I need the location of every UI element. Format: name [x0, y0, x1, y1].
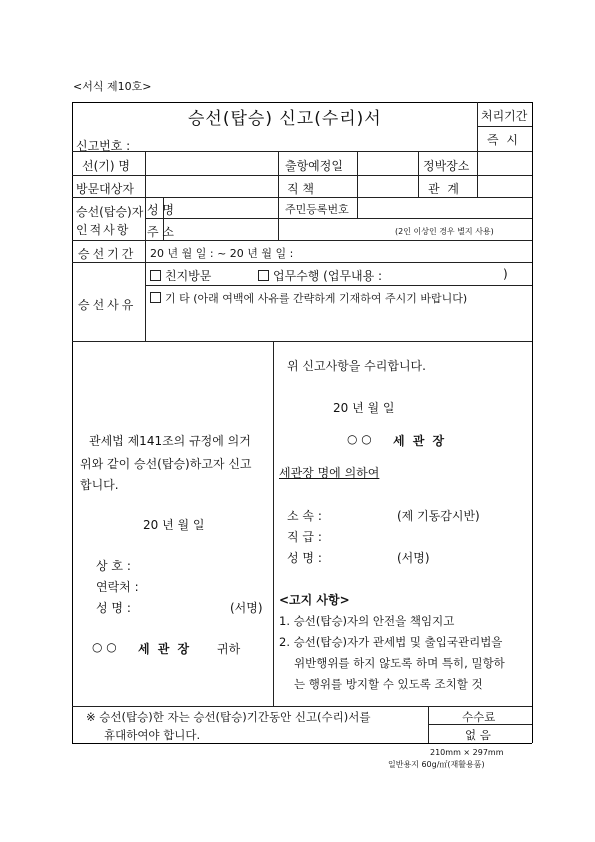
- carry-notice-line-1: ※ 승선(탑승)한 자는 승선(탑승)기간동안 신고(수리)서를: [86, 710, 371, 724]
- boarder-info-label-2: 인적사항: [76, 223, 131, 237]
- work-checkbox[interactable]: [258, 270, 269, 281]
- boarding-reason-label: 승선사유: [78, 298, 137, 312]
- affiliation-label: 소 속 :: [287, 509, 322, 523]
- report-number-label: 신고번호 :: [76, 139, 131, 153]
- officer-signature: (서명): [397, 551, 430, 565]
- officer-name-label: 성 명 :: [287, 551, 322, 565]
- contact-label: 연락처 :: [96, 580, 139, 594]
- declaration-text-1: 관세법 제141조의 규정에 의거: [89, 434, 251, 448]
- notice-item-2-line-2: 위반행위를 하지 않도록 하며 특히, 밀항하: [294, 656, 505, 670]
- reason-other-option[interactable]: [150, 290, 467, 306]
- form-number: <서식 제10호>: [73, 80, 152, 93]
- fee-label: 수수료: [462, 710, 496, 724]
- notice-item-2-line-1: 2. 승선(탑승)자가 관세법 및 출입국관리법을: [279, 635, 503, 649]
- departure-date-label: 출항예정일: [285, 159, 343, 173]
- fee-value: 없 음: [465, 728, 491, 742]
- applicant-signature: (서명): [230, 601, 263, 615]
- resident-number-label: 주민등록번호: [285, 203, 349, 216]
- acceptance-text: 위 신고사항을 수리합니다.: [287, 359, 426, 373]
- recipient-suffix: 귀하: [217, 642, 241, 656]
- acceptance-date: 20 년 월 일: [333, 401, 395, 415]
- relation-label: 관 계: [428, 182, 461, 196]
- friend-checkbox[interactable]: [150, 270, 161, 281]
- multi-person-note: (2인 이상인 경우 별지 사용): [395, 227, 494, 236]
- position-label: 직 책: [287, 182, 314, 196]
- notice-title: <고지 사항>: [279, 593, 350, 607]
- form-title: 승선(탑승) 신고(수리)서: [188, 109, 382, 129]
- notice-item-1: 1. 승선(탑승)자의 안전을 책임지고: [279, 614, 455, 628]
- declaration-date: 20 년 월 일: [143, 518, 205, 532]
- applicant-name-label: 성 명 :: [96, 601, 131, 615]
- address-label: 주 소: [147, 225, 174, 239]
- issuer-circles: ○ ○: [347, 432, 372, 446]
- affiliation-value: (제 기동감시반): [397, 509, 480, 523]
- reason-work-text: 업무수행 (업무내용 :: [273, 269, 383, 283]
- paper-size: 210mm × 297mm: [430, 748, 504, 757]
- processing-period-label: 처리기간: [481, 109, 528, 123]
- boarding-period-label: 승선기간: [78, 247, 137, 261]
- processing-period-value: 즉 시: [487, 133, 520, 147]
- issuer-customs-chief: 세 관 장: [393, 434, 447, 448]
- ship-name-label: 선(기) 명: [82, 159, 130, 173]
- recipient-customs-chief: 세 관 장: [138, 642, 192, 656]
- berth-label: 정박장소: [423, 159, 470, 173]
- reason-friend-option[interactable]: [150, 267, 211, 284]
- reason-work-option[interactable]: [258, 267, 382, 284]
- carry-notice-line-2: 휴대하여야 합니다.: [104, 728, 201, 742]
- by-order-text: 세관장 명에 의하여: [279, 466, 380, 480]
- declaration-text-3: 합니다.: [80, 478, 119, 492]
- declaration-text-2: 위와 같이 승선(탑승)하고자 신고: [80, 457, 252, 471]
- reason-other-text: 기 타 (아래 여백에 사유를 간략하게 기재하여 주시기 바랍니다): [165, 292, 468, 305]
- recipient-circles: ○ ○: [92, 640, 117, 654]
- reason-friend-text: 친지방문: [165, 269, 212, 283]
- notice-item-2-line-3: 는 행위를 방지할 수 있도록 조치할 것: [294, 677, 483, 691]
- boarder-name-label: 성 명: [147, 203, 174, 217]
- reason-work-close: ): [503, 267, 508, 281]
- boarder-info-label-1: 승선(탑승)자: [76, 205, 144, 219]
- visit-target-label: 방문대상자: [76, 182, 134, 196]
- other-checkbox[interactable]: [150, 292, 161, 303]
- grade-label: 직 급 :: [287, 530, 322, 544]
- company-label: 상 호 :: [96, 559, 131, 573]
- paper-type: 일반용지 60g/㎡(재활용품): [388, 760, 485, 769]
- boarding-period-value: 20 년 월 일 : ~ 20 년 월 일 :: [150, 247, 294, 260]
